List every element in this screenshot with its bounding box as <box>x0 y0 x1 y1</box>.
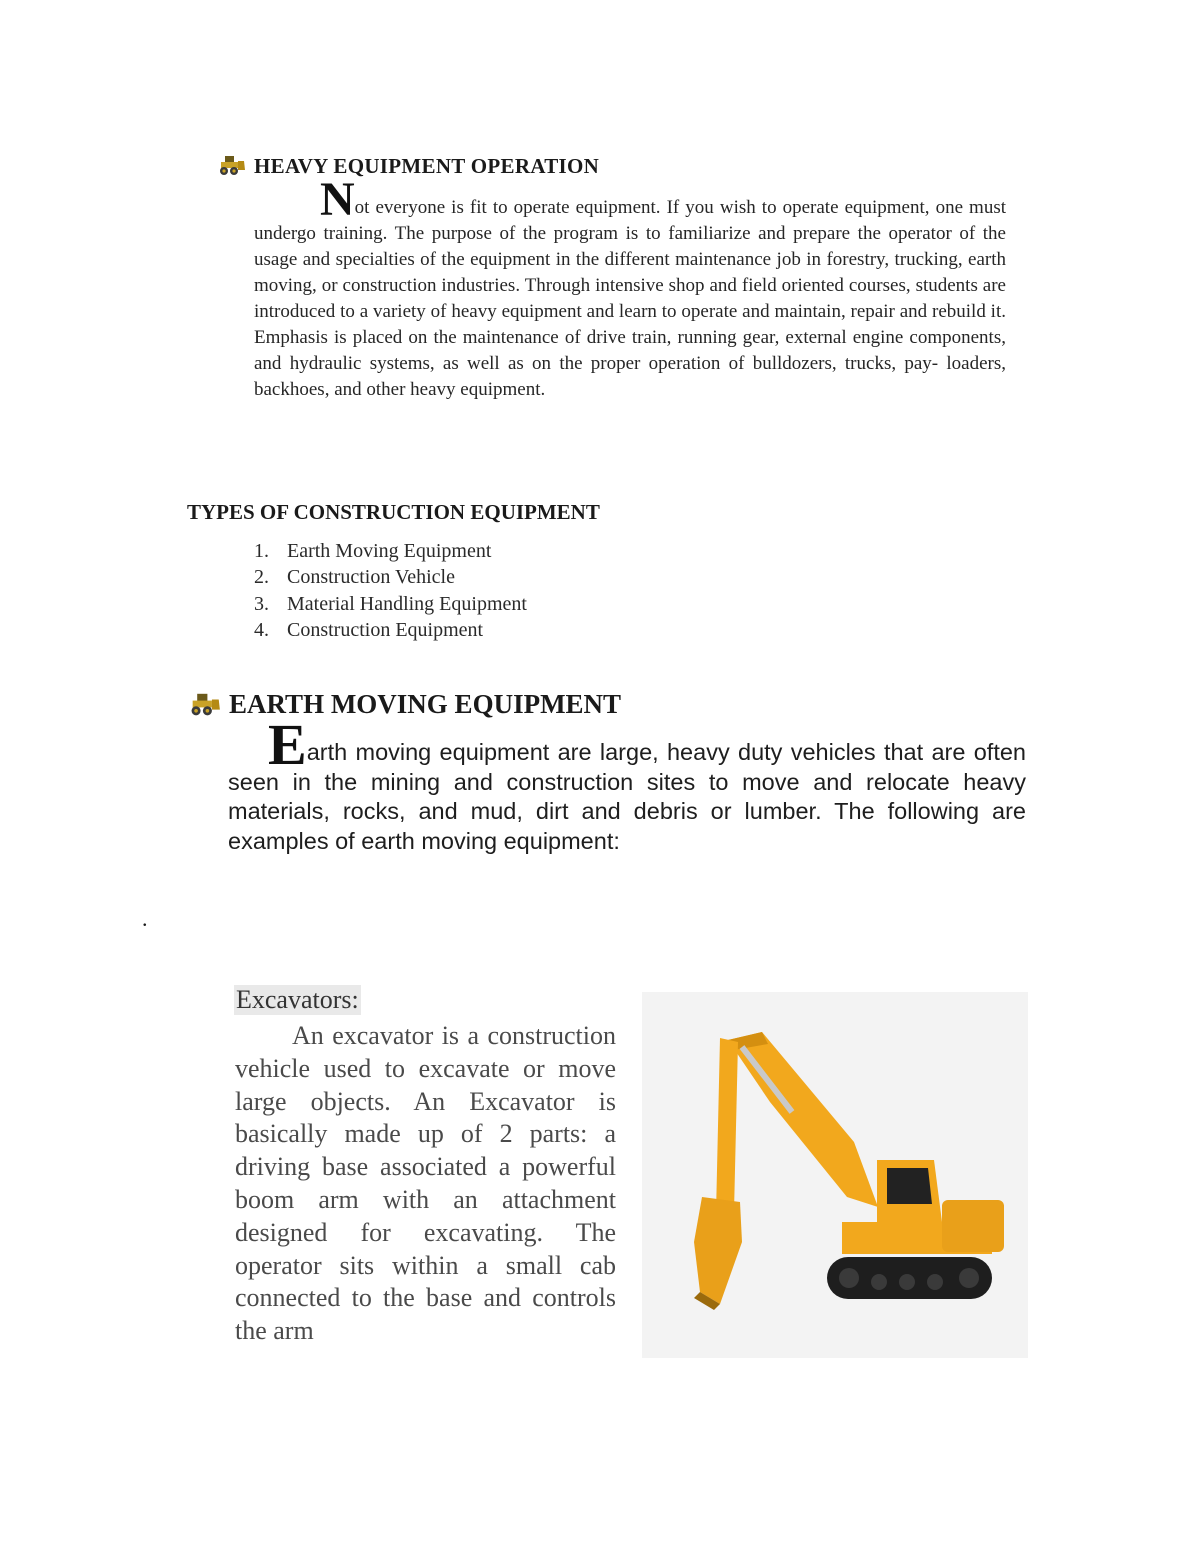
types-list <box>254 538 527 643</box>
heading-text: EARTH MOVING EQUIPMENT <box>229 689 622 719</box>
bulldozer-icon <box>187 691 221 717</box>
list-item: 3. Material Handling Equipment <box>254 592 527 615</box>
excavator-illustration <box>642 992 1028 1358</box>
heading-types-of-construction-equipment: TYPES OF CONSTRUCTION EQUIPMENT <box>187 500 600 524</box>
stray-mark: . <box>142 906 148 931</box>
earth-moving-paragraph <box>228 712 1026 856</box>
list-item: 2. Construction Vehicle <box>254 566 455 589</box>
heading-earth-moving-equipment <box>187 689 621 720</box>
drop-cap: E <box>268 712 307 777</box>
list-item: 1. Earth Moving Equipment <box>254 540 492 562</box>
paragraph-text: ot everyone is fit to operate equipment. If you wish to operate equipment, one must undergo training. The purpose of the program is to familiarize and prepare the operator of the usage and specialties of the equipment in the different maintenance job in forestry, trucking, earth moving, or construction industries. Through intensive shop and field oriented courses, students are introduced to a variety of heavy equipment and learn to operate and maintain, repair and rebuild it. Emphasis is placed on the maintenance of drive train, running gear, external engine components, and hydraulic systems, as well as on the proper operation of bulldozers, trucks, pay- loaders, backhoes, and other heavy equipment. <box>254 197 1006 400</box>
excavators-heading: Excavators: <box>236 985 359 1014</box>
excavator-image <box>642 992 1028 1358</box>
list-item: 4. Construction Equipment <box>254 618 484 641</box>
drop-cap: N <box>320 173 355 226</box>
bulldozer-icon <box>216 154 246 176</box>
intro-paragraph <box>254 173 1006 403</box>
paragraph-text: arth moving equipment are large, heavy duty vehicles that are often seen in the mining and construction sites to move and relocate heavy materials, rocks, and mud, dirt and debris or lumber. The following are examples of earth moving equipment: <box>228 739 1026 854</box>
heading-heavy-equipment-operation <box>216 154 599 179</box>
heading-text: HEAVY EQUIPMENT OPERATION <box>254 154 600 178</box>
excavators-paragraph: An excavator is a construction vehicle used to excavate or move large objects. An Excavator is basically made up of 2 parts: a driving base associated a powerful boom arm with an attachment designed for excavating. The operator sits within a small cab connected to the base and controls the arm <box>235 1021 616 1346</box>
